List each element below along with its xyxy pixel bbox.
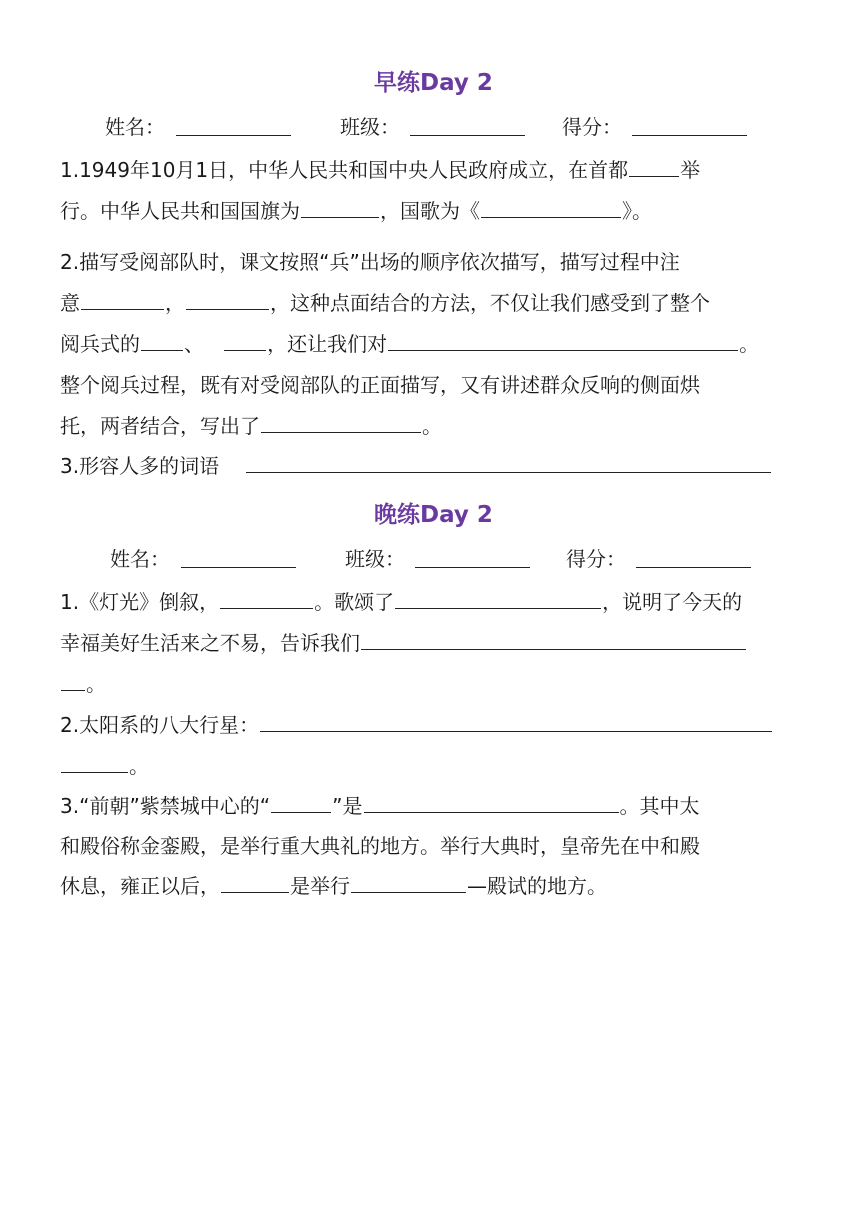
morning-info-row <box>0 112 867 142</box>
evening-info-row <box>0 544 867 574</box>
evening-score-blank[interactable] <box>636 567 751 568</box>
morning-q2-text-10: 托，两者结合，写出了 <box>60 414 260 438</box>
morning-q1-text-4: ，国歌为《 <box>380 199 480 223</box>
evening-q1-text-2: 。歌颂了 <box>314 590 395 614</box>
evening-q1-blank-2[interactable] <box>395 607 601 609</box>
evening-q3-blank-4[interactable] <box>351 891 466 893</box>
morning-q1-text-3: 行。中华人民共和国国旗为 <box>60 199 300 223</box>
evening-q3-blank-3[interactable] <box>221 891 289 893</box>
morning-score-blank[interactable] <box>632 135 747 136</box>
morning-q2-blank-3[interactable] <box>141 349 183 351</box>
evening-q3-text-4: 和殿俗称金銮殿，是举行重大典礼的地方。举行大典时，皇帝先在中和殿 <box>60 834 700 858</box>
evening-score-label: 得分： <box>566 547 626 571</box>
evening-q3-text-3: 。其中太 <box>619 794 700 818</box>
morning-q2-text-7: ，还让我们对 <box>267 332 388 356</box>
morning-q2-blank-5[interactable] <box>388 349 738 351</box>
evening-q3-blank-1[interactable] <box>271 811 331 813</box>
evening-name-blank[interactable] <box>181 567 296 568</box>
evening-q1-blank-3-cont[interactable] <box>61 689 85 691</box>
morning-q2-blank-2[interactable] <box>186 308 269 310</box>
evening-name-label: 姓名： <box>110 547 170 571</box>
morning-q1-blank-capital[interactable] <box>629 175 679 177</box>
morning-q1-text-5: 》。 <box>622 199 652 223</box>
evening-q1-text-5: 。 <box>86 672 106 696</box>
evening-class-blank[interactable] <box>415 567 530 568</box>
evening-q2-blank-cont[interactable] <box>61 771 128 773</box>
morning-question-3 <box>60 446 812 487</box>
evening-title: 晚练Day 2 <box>374 502 493 528</box>
evening-q3-text-2: ”是 <box>332 794 363 818</box>
evening-q3-text-7: —殿试的地方。 <box>467 874 607 898</box>
morning-q2-text-1: 2.描写受阅部队时，课文按照“兵”出场的顺序依次描写，描写过程中注 <box>60 250 680 274</box>
evening-q1-text-1: 1.《灯光》倒叙， <box>60 590 220 614</box>
morning-name-label: 姓名： <box>105 115 165 139</box>
morning-q2-blank-1[interactable] <box>81 308 164 310</box>
morning-name-blank[interactable] <box>176 135 291 136</box>
evening-q1-blank-1[interactable] <box>220 607 313 609</box>
morning-q1-blank-anthem[interactable] <box>481 216 621 218</box>
morning-q1-blank-flag[interactable] <box>301 216 379 218</box>
morning-q3-blank[interactable] <box>246 471 771 473</box>
evening-question-2 <box>60 705 812 787</box>
morning-class-blank[interactable] <box>410 135 525 136</box>
morning-q2-text-6: 、 <box>184 332 204 356</box>
evening-q1-text-4: 幸福美好生活来之不易，告诉我们 <box>60 631 360 655</box>
morning-q2-blank-6[interactable] <box>261 431 421 433</box>
evening-q3-text-6: 是举行 <box>290 874 350 898</box>
morning-q2-text-3: ， <box>165 291 185 315</box>
evening-q1-text-3: ，说明了今天的 <box>602 590 743 614</box>
evening-q2-blank[interactable] <box>260 730 772 732</box>
morning-q2-text-8: 。 <box>739 332 760 356</box>
morning-question-2 <box>60 242 812 447</box>
morning-q1-text-2: 举 <box>680 158 701 182</box>
evening-q2-text-2: 。 <box>129 754 149 778</box>
morning-question-1 <box>60 150 812 232</box>
evening-q3-text-5: 休息，雍正以后， <box>60 874 220 898</box>
morning-q2-text-4: ，这种点面结合的方法，不仅让我们感受到了整个 <box>270 291 710 315</box>
evening-q3-blank-2[interactable] <box>364 811 619 813</box>
morning-q1-text-1: 1.1949年10月1日，中华人民共和国中央人民政府成立，在首都 <box>60 158 629 182</box>
morning-q2-blank-4[interactable] <box>224 349 266 351</box>
morning-score-label: 得分： <box>562 115 622 139</box>
morning-q3-text-1: 3.形容人多的词语 <box>60 454 220 478</box>
evening-q1-blank-3[interactable] <box>361 648 746 650</box>
evening-q2-text-1: 2.太阳系的八大行星： <box>60 713 260 737</box>
evening-question-3 <box>60 786 812 906</box>
morning-q2-text-2: 意 <box>60 291 80 315</box>
morning-q2-text-11: 。 <box>422 414 442 438</box>
morning-q2-text-5: 阅兵式的 <box>60 332 140 356</box>
morning-q2-text-9: 整个阅兵过程，既有对受阅部队的正面描写，又有讲述群众反响的侧面烘 <box>60 373 700 397</box>
evening-q3-text-1: 3.“前朝”紫禁城中心的“ <box>60 794 271 818</box>
evening-question-1 <box>60 582 812 705</box>
morning-title: 早练Day 2 <box>374 70 493 96</box>
evening-class-label: 班级： <box>345 547 405 571</box>
morning-class-label: 班级： <box>340 115 400 139</box>
